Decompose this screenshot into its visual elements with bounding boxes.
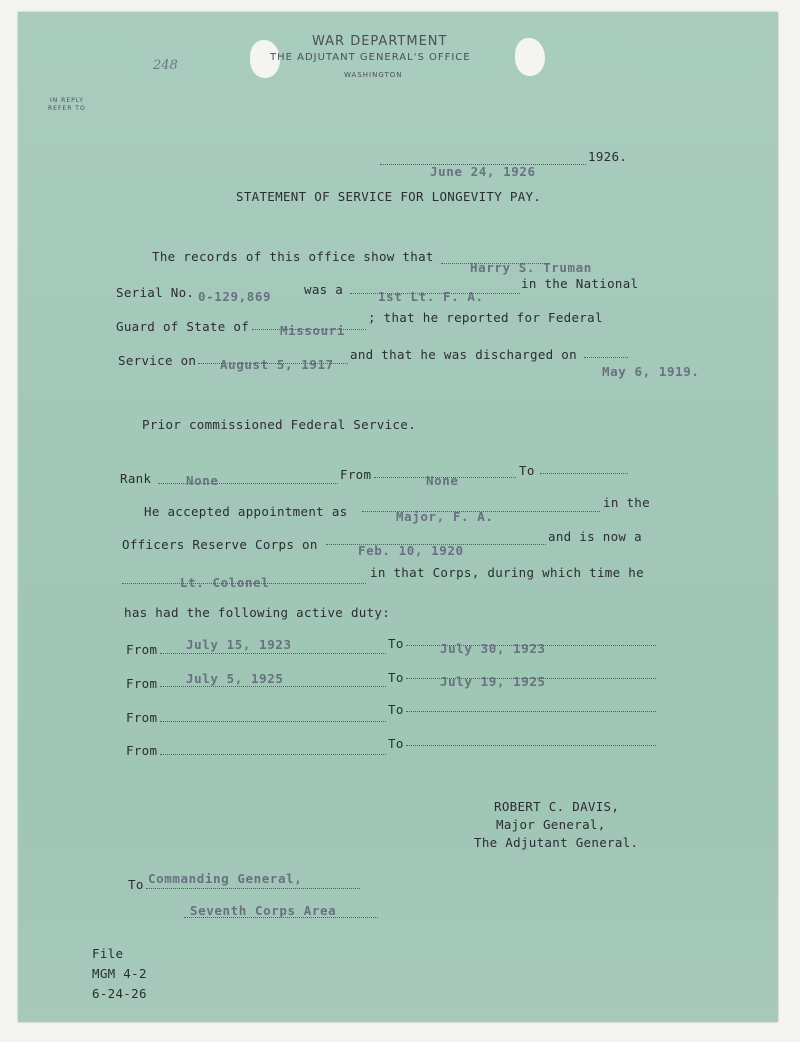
duty-from-line [160, 686, 386, 687]
appointment-value: Major, F. A. [396, 509, 494, 524]
serial-label: Serial No. [116, 285, 195, 300]
duty-to-value: July 19, 1925 [440, 674, 546, 689]
reported-text: ; that he reported for Federal [368, 310, 603, 325]
duty-to-label: To [388, 702, 404, 717]
letterhead-city: WASHINGTON [344, 71, 403, 79]
duty-from-label: From [126, 710, 158, 725]
duty-from-label: From [126, 642, 158, 657]
discharge-date-value: May 6, 1919. [602, 364, 700, 379]
duty-to-line [406, 711, 656, 712]
reply-line-2: REFER TO [48, 105, 86, 112]
current-rank-value: Lt. Colonel [180, 575, 270, 590]
duty-to-line [406, 745, 656, 746]
date-value: June 24, 1926 [430, 164, 536, 179]
reply-line-1: IN REPLY [50, 97, 84, 104]
duty-from-label: From [126, 743, 158, 758]
signature-name: ROBERT C. DAVIS, [494, 799, 620, 814]
document-title: STATEMENT OF SERVICE FOR LONGEVITY PAY. [236, 189, 542, 204]
recipient-line-1 [146, 888, 360, 889]
now-a-text: and is now a [548, 529, 642, 544]
recipient-line2-value: Seventh Corps Area [190, 903, 337, 918]
recipient-to-label: To [128, 877, 144, 892]
duty-to-label: To [388, 736, 404, 751]
file-date: 6-24-26 [92, 986, 147, 1001]
prior-to-label: To [519, 463, 535, 478]
prior-rank-line [158, 483, 338, 484]
prior-to-line [540, 473, 628, 474]
prior-service-heading: Prior commissioned Federal Service. [142, 417, 416, 432]
accepted-text: He accepted appointment as [144, 504, 348, 519]
duty-from-line [160, 721, 386, 722]
state-value: Missouri [280, 323, 346, 338]
guard-label: Guard of State of [116, 319, 250, 334]
duty-from-value: July 15, 1923 [186, 637, 292, 652]
in-national-text: in the National [521, 276, 639, 291]
pencil-number: 248 [153, 58, 178, 73]
duty-from-line [160, 653, 386, 654]
file-code: MGM 4-2 [92, 966, 147, 981]
prior-from-label: From [340, 467, 372, 482]
signature-rank: Major General, [496, 817, 606, 832]
duty-from-label: From [126, 676, 158, 691]
discharge-line [584, 357, 628, 358]
service-on-label: Service on [118, 353, 197, 368]
active-duty-text: has had the following active duty: [124, 605, 391, 620]
orc-date-value: Feb. 10, 1920 [358, 543, 464, 558]
document-page [18, 12, 778, 1022]
prior-rank-value: None [186, 473, 219, 488]
duty-to-label: To [388, 670, 404, 685]
was-a-text: was a [304, 282, 344, 297]
duty-from-value: July 5, 1925 [186, 671, 284, 686]
punch-hole-right [515, 38, 545, 76]
rank-value: 1st Lt. F. A. [378, 289, 484, 304]
duty-to-label: To [388, 636, 404, 651]
orc-text: Officers Reserve Corps on [122, 537, 318, 552]
prior-from-value: None [426, 473, 459, 488]
date-year: 1926. [588, 149, 628, 164]
duty-to-value: July 30, 1923 [440, 641, 546, 656]
rank-label: Rank [120, 471, 152, 486]
duty-from-line [160, 754, 386, 755]
letterhead-department: WAR DEPARTMENT [312, 34, 448, 49]
serial-value: 0-129,869 [198, 289, 272, 304]
letterhead-office: THE ADJUTANT GENERAL'S OFFICE [270, 52, 471, 63]
corps-text: in that Corps, during which time he [370, 565, 644, 580]
service-date-value: August 5, 1917 [220, 357, 334, 372]
discharged-text: and that he was discharged on [350, 347, 577, 362]
in-the-text: in the [603, 495, 650, 510]
records-text: The records of this office show that [152, 249, 434, 264]
name-value: Harry S. Truman [470, 260, 592, 275]
signature-title: The Adjutant General. [474, 835, 639, 850]
recipient-line1-value: Commanding General, [148, 871, 303, 886]
file-label: File [92, 946, 124, 961]
